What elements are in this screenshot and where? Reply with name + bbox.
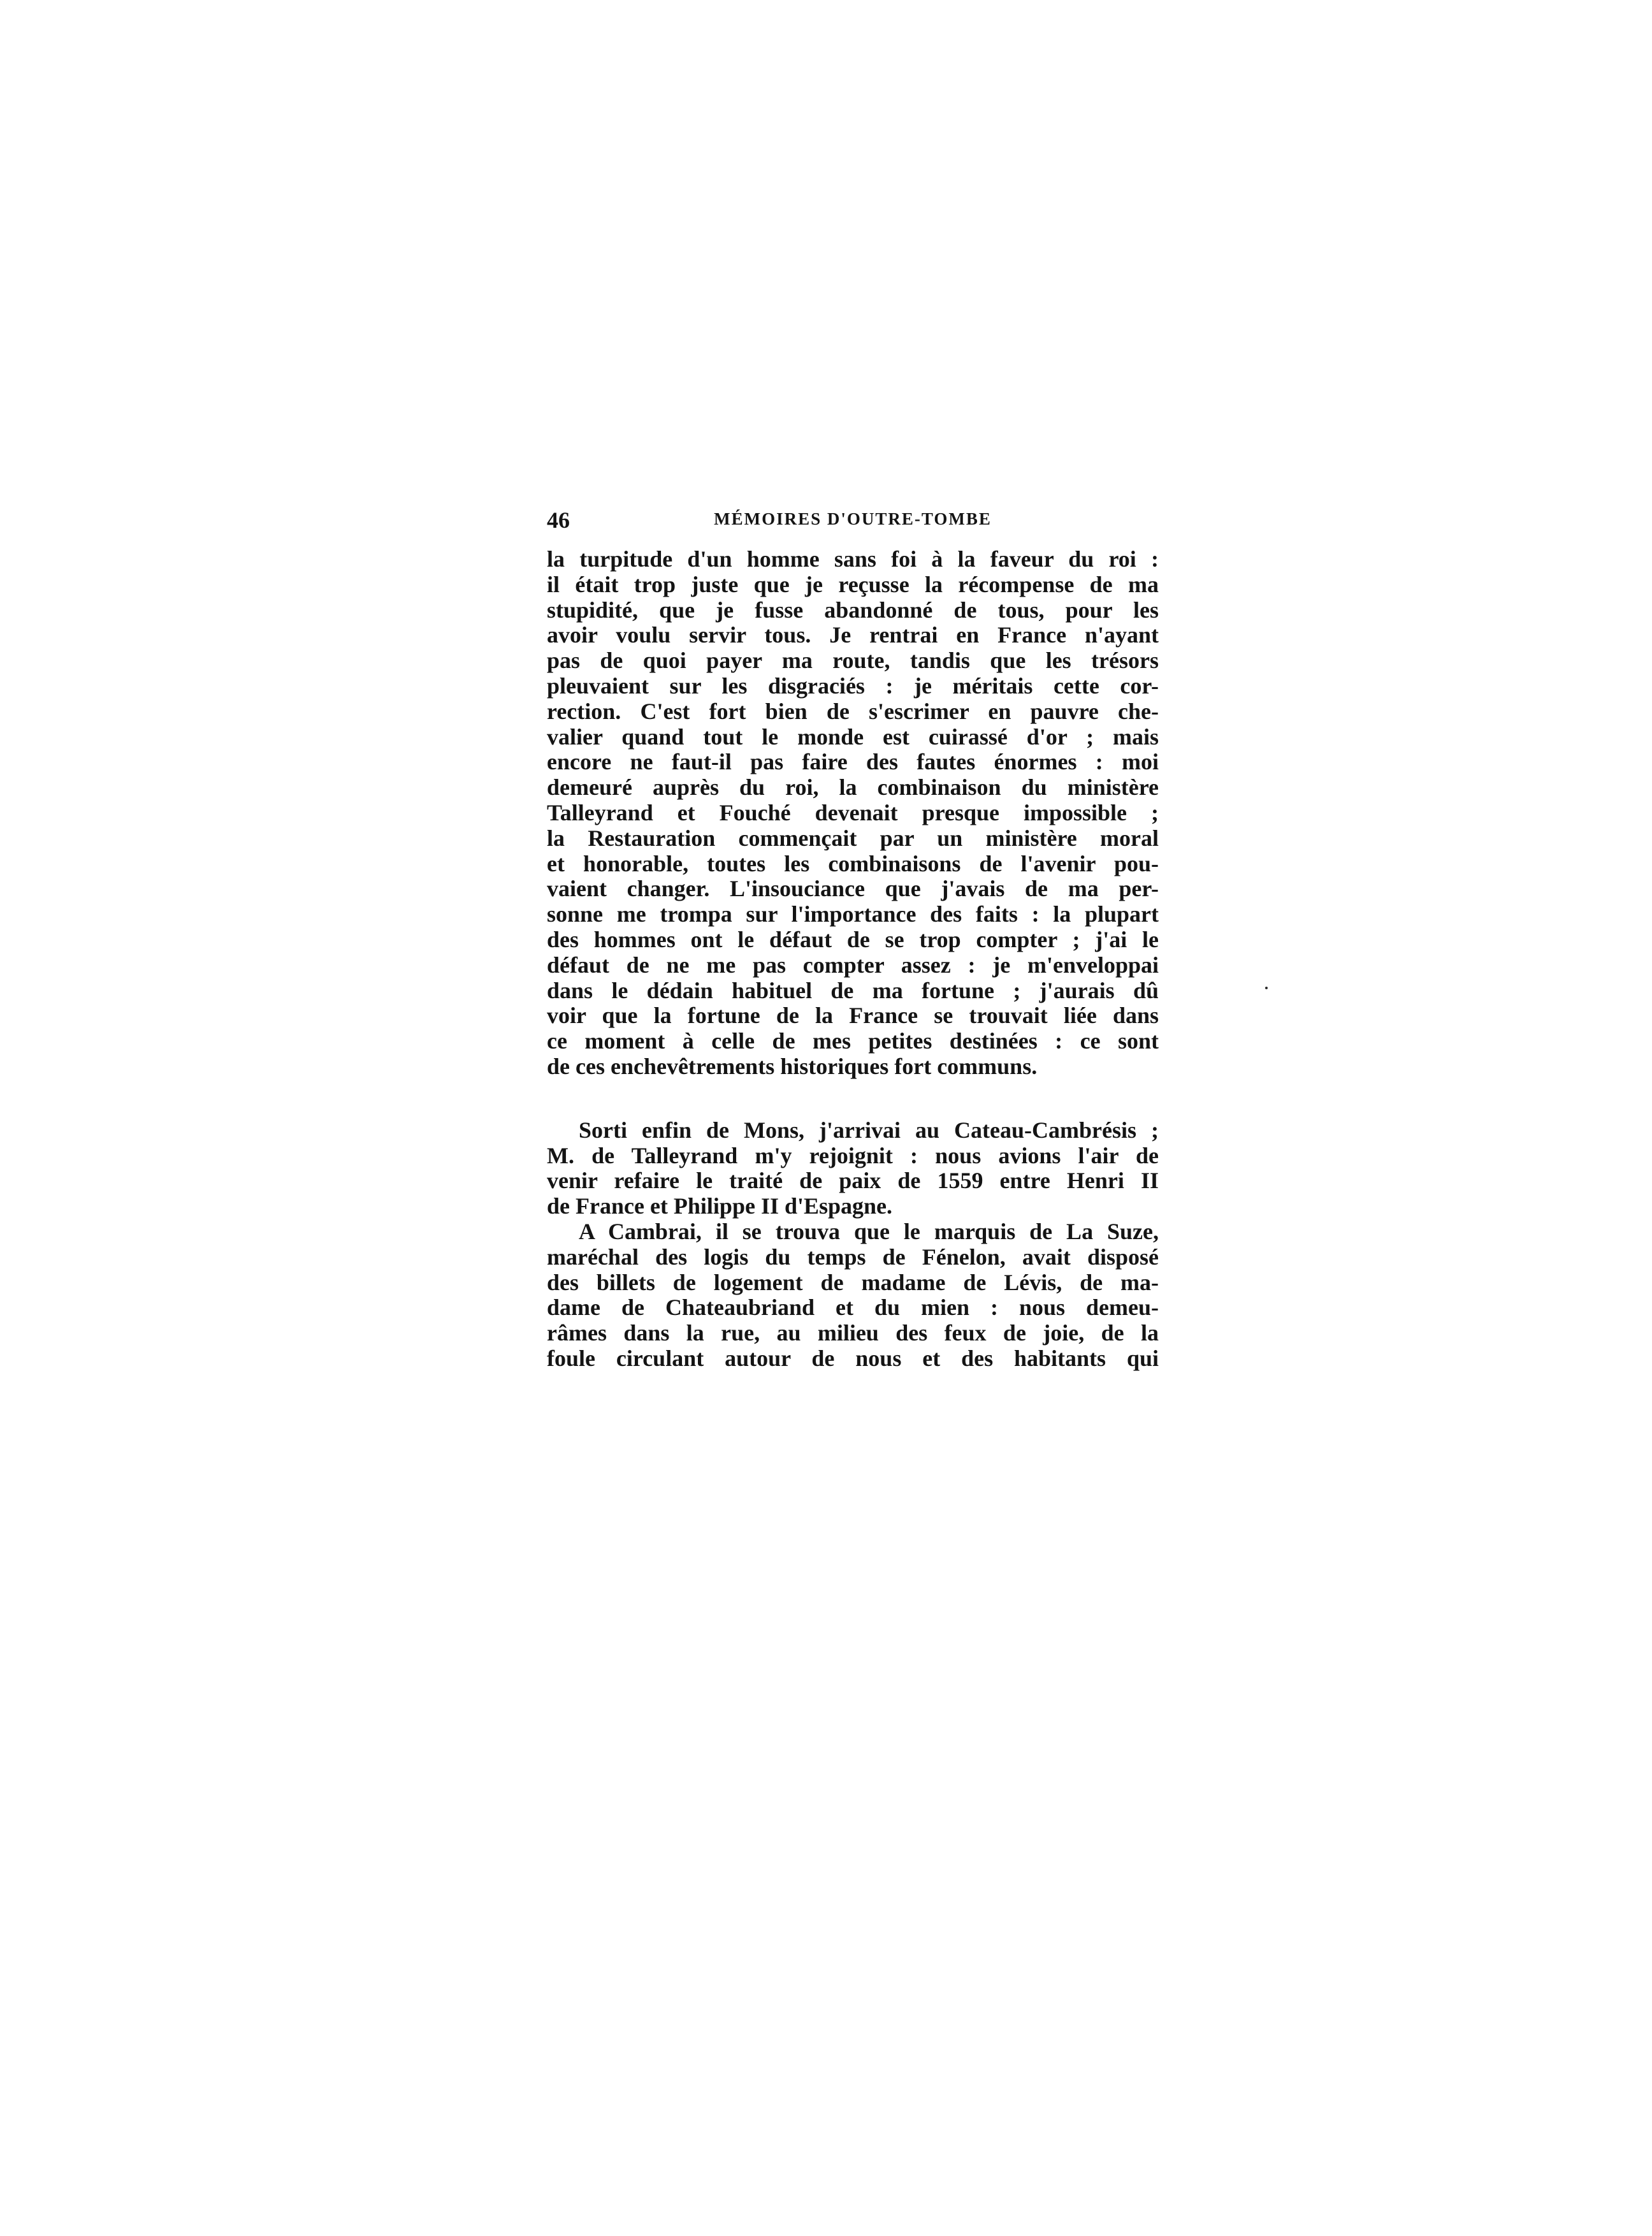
paragraph: [547, 547, 1159, 1080]
text-line: ce moment à celle de mes petites destinées : ce sont: [547, 1028, 1159, 1054]
paragraph: [547, 1219, 1159, 1372]
text-line: rection. C'est fort bien de s'escrimer en pauvre che-: [547, 698, 1159, 724]
text-line: la Restauration commençait par un ministère moral: [547, 825, 1159, 851]
text-line: de ces enchevêtrements historiques fort communs.: [547, 1053, 1038, 1079]
text-line: et honorable, toutes les combinaisons de l'avenir pou-: [547, 850, 1159, 876]
text-line: dans le dédain habituel de ma fortune ; j'aurais dû: [547, 977, 1159, 1003]
text-line: vaient changer. L'insouciance que j'avais de ma per-: [547, 876, 1159, 902]
text-line: Talleyrand et Fouché devenait presque impossible ;: [547, 799, 1159, 825]
page-number: 46: [547, 507, 570, 533]
text-line: maréchal des logis du temps de Fénelon, avait disposé: [547, 1244, 1159, 1270]
text-line: demeuré auprès du roi, la combinaison du ministère: [547, 774, 1159, 801]
paragraph: [547, 1118, 1159, 1219]
text-line: des hommes ont le défaut de se trop compter ; j'ai le: [547, 926, 1159, 952]
text-line: défaut de ne me pas compter assez : je m'enveloppai: [547, 952, 1159, 978]
text-line: pleuvaient sur les disgraciés : je méritais cette cor-: [547, 672, 1159, 699]
text-line: sonne me trompa sur l'importance des faits : la plupart: [547, 901, 1159, 927]
text-line: stupidité, que je fusse abandonné de tous, pour les: [547, 597, 1159, 623]
text-line: des billets de logement de madame de Lévis, de ma-: [547, 1269, 1159, 1295]
running-title: MÉMOIRES D'OUTRE-TOMBE: [714, 509, 992, 528]
text-line: pas de quoi payer ma route, tandis que les trésors: [547, 648, 1159, 674]
scan-speck: [1265, 987, 1268, 989]
text-line: M. de Talleyrand m'y rejoignit : nous avions l'air de: [547, 1142, 1159, 1168]
text-line: encore ne faut-il pas faire des fautes énormes : moi: [547, 749, 1159, 775]
text-line: avoir voulu servir tous. Je rentrai en France n'ayant: [547, 622, 1159, 648]
text-line: foule circulant autour de nous et des habitants qui: [547, 1345, 1159, 1371]
text-line: venir refaire le traité de paix de 1559 entre Henri II: [547, 1168, 1159, 1194]
text-line: la turpitude d'un homme sans foi à la faveur du roi :: [547, 546, 1159, 572]
text-line: voir que la fortune de la France se trouvait liée dans: [547, 1003, 1159, 1029]
text-line: de France et Philippe II d'Espagne.: [547, 1193, 893, 1219]
text-line: dame de Chateaubriand et du mien : nous demeu-: [547, 1295, 1159, 1321]
page-header: [547, 507, 1159, 539]
text-line: valier quand tout le monde est cuirassé d'or ; mais: [547, 723, 1159, 750]
body-text: [547, 547, 1159, 1372]
text-line: râmes dans la rue, au milieu des feux de joie, de la: [547, 1320, 1159, 1346]
text-line: il était trop juste que je reçusse la récompense de ma: [547, 571, 1159, 597]
paragraph-spacer: [547, 1080, 1159, 1118]
text-line: Sorti enfin de Mons, j'arrivai au Cateau-Cambrésis ;: [579, 1117, 1159, 1143]
text-line: A Cambrai, il se trouva que le marquis de La Suze,: [579, 1218, 1159, 1244]
